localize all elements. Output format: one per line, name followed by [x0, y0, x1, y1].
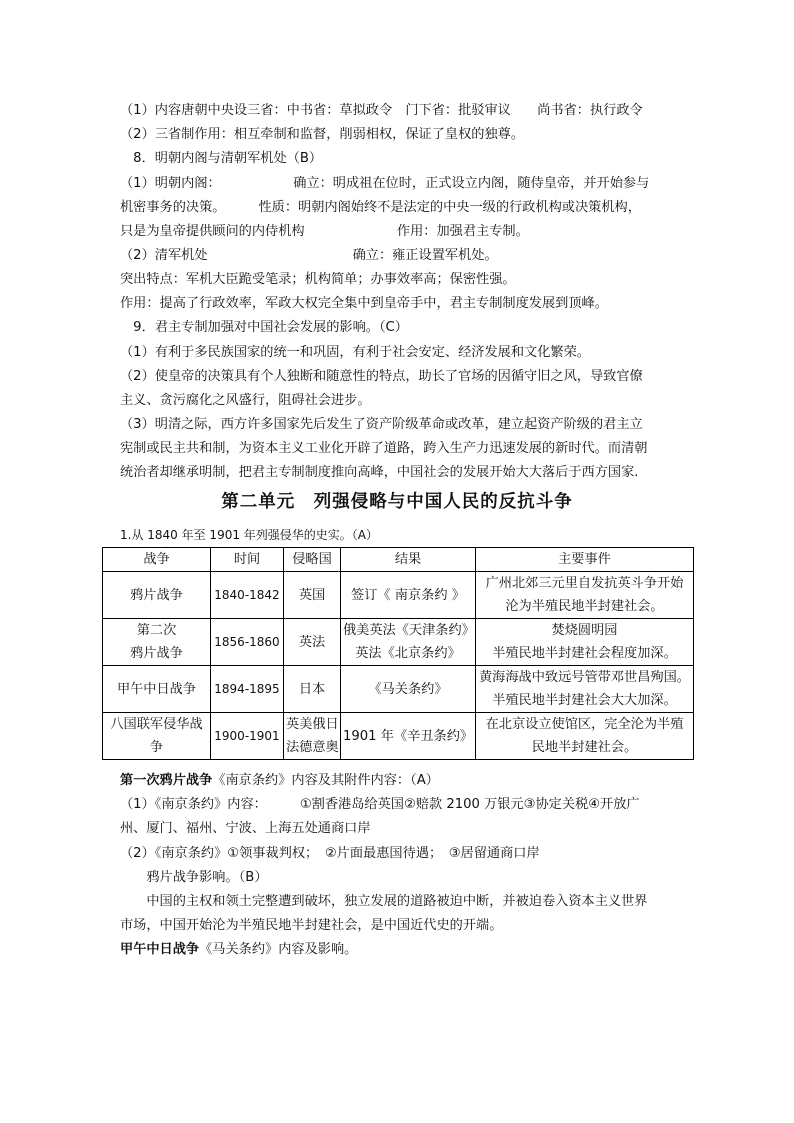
text-line: 作用：提高了行政效率，军政大权完全集中到皇帝手中，君主专制制度发展到顶峰。: [120, 296, 608, 311]
war-cell: [103, 666, 211, 713]
event-text: 焚烧圆明园: [551, 623, 618, 638]
time-cell: 1840-1842: [211, 572, 284, 619]
result-text: 英法《北京条约》: [355, 646, 461, 661]
table-row: [103, 619, 694, 666]
text-line: （2）清军机处 确立：雍正设置军机处。: [120, 248, 498, 263]
war-name: 争: [149, 740, 164, 755]
invader-cell: [284, 619, 341, 666]
text-line: 只是为皇帝提供顾问的内侍机构 作用：加强君主专制。: [120, 224, 529, 239]
war-name: 八国联军侵华战: [110, 717, 203, 732]
heading-bold: 甲午中日战争: [120, 942, 200, 957]
result-cell: [341, 572, 476, 619]
result-text: 《马关条约》: [368, 681, 448, 697]
text-line: 主义、贪污腐化之风盛行，阻碍社会进步。: [120, 393, 371, 408]
column-header-invader: 侵略国: [284, 548, 341, 572]
time-cell: 1856-1860: [211, 619, 284, 666]
text-line: 机密事务的决策。 性质：明朝内阁始终不是法定的中央一级的行政机构或决策机构，: [120, 200, 641, 215]
event-text: 半殖民地半封建社会大大加深。: [492, 693, 677, 708]
event-text: 在北京设立使馆区，完全沦为半殖: [485, 717, 684, 732]
time-cell: 1900-1901: [211, 713, 284, 760]
invader-cell: [284, 713, 341, 760]
column-header-result: 结果: [341, 548, 476, 572]
invader-name: 日本: [298, 681, 326, 697]
events-cell: [476, 666, 694, 713]
text-line: 8．明朝内阁与清朝军机处（B）: [120, 151, 323, 166]
heading-bold: 第一次鸦片战争: [120, 773, 213, 788]
result-text: 1901 年《辛丑条约》: [343, 728, 474, 744]
column-header-war: 战争: [103, 548, 211, 572]
text-line: （1）内容唐朝中央设三省：中书省：草拟政令 门下省：批驳审议 尚书省：执行政令: [120, 103, 643, 118]
events-cell: [476, 619, 694, 666]
event-text: 黄海海战中致远号管带邓世昌殉国。: [479, 670, 690, 685]
text-line: （2）使皇帝的决策具有个人独断和随意性的特点，助长了官场的因循守旧之风，导致官僚: [120, 369, 643, 384]
table-caption: 1.从 1840 年至 1901 年列强侵华的史实。（A）: [120, 528, 378, 542]
invader-name: 英美俄日: [286, 717, 339, 732]
text-line: （1）明朝内阁： 确立：明成祖在位时，正式设立内阁，随侍皇帝，并开始参与: [120, 176, 650, 191]
text-line: （3）明清之际，西方许多国家先后发生了资产阶级革命或改革，建立起资产阶级的君主立: [120, 417, 643, 432]
text-line: 中国的主权和领土完整遭到破坏，独立发展的道路被迫中断，并被迫卷入资本主义世界: [120, 894, 648, 909]
table-header-row: [103, 548, 694, 572]
event-text: 半殖民地半封建社会程度加深。: [492, 646, 677, 661]
war-name: 鸦片战争: [130, 587, 183, 603]
war-name: 第二次: [136, 623, 177, 638]
text-line: 宪制或民主共和制，为资本主义工业化开辟了道路，跨入生产力迅速发展的新时代。而清朝: [120, 441, 648, 456]
text-line: （1）有利于多民族国家的统一和巩固，有利于社会安定、经济发展和文化繁荣。: [120, 345, 590, 360]
text-line: （2）《南京条约》①领事裁判权； ②片面最惠国待遇； ③居留通商口岸: [120, 846, 540, 861]
events-cell: [476, 713, 694, 760]
section-heading: [120, 769, 680, 793]
war-cell: [103, 572, 211, 619]
result-text: 签订《 南京条约 》: [351, 587, 465, 603]
table-row: [103, 666, 694, 713]
table-row: [103, 713, 694, 760]
text-line: 突出特点：军机大臣跪受笔录；机构简单；办事效率高；保密性强。: [120, 272, 516, 287]
column-header-events: 主要事件: [476, 548, 694, 572]
history-table: [102, 547, 694, 760]
heading-rest: 《马关条约》内容及影响。: [199, 942, 358, 957]
result-cell: [341, 713, 476, 760]
text-line: （1）《南京条约》内容： ①割香港岛给英国②赔款 2100 万银元③协定关税④开放广: [120, 797, 640, 812]
text-line: （2）三省制作用：相互牵制和监督，削弱相权，保证了皇权的独尊。: [120, 127, 525, 142]
result-text: 俄美英法《天津条约》: [343, 623, 475, 638]
section-heading: [120, 938, 680, 962]
event-text: 民地半封建社会。: [531, 740, 638, 755]
war-cell: [103, 619, 211, 666]
text-line: 鸦片战争影响。（B）: [120, 870, 268, 885]
table-row: [103, 572, 694, 619]
text-line: 州、厦门、福州、宁波、上海五处通商口岸: [120, 821, 371, 836]
result-cell: [341, 619, 476, 666]
heading-rest: 《南京条约》内容及其附件内容：（A）: [212, 773, 439, 788]
text-line: 9．君主专制加强对中国社会发展的影响。（C）: [120, 320, 408, 335]
event-text: 沦为半殖民地半封建社会。: [505, 599, 664, 614]
war-cell: [103, 713, 211, 760]
invader-name: 法德意奥: [286, 740, 339, 755]
event-text: 广州北郊三元里自发抗英斗争开始: [485, 576, 684, 591]
result-cell: [341, 666, 476, 713]
war-name: 鸦片战争: [130, 646, 183, 661]
unit-title: 第二单元 列强侵略与中国人民的反抗斗争: [221, 492, 573, 512]
time-cell: 1894-1895: [211, 666, 284, 713]
events-cell: [476, 572, 694, 619]
invader-cell: [284, 572, 341, 619]
text-line: 统治者却继承明制，把君主专制制度推向高峰，中国社会的发展开始大大落后于西方国家.: [120, 465, 639, 480]
invader-name: 英国: [298, 587, 326, 603]
text-line: 市场，中国开始沦为半殖民地半封建社会，是中国近代史的开端。: [120, 918, 503, 933]
invader-name: 英法: [298, 634, 326, 650]
war-name: 甲午中日战争: [116, 681, 197, 697]
invader-cell: [284, 666, 341, 713]
column-header-time: 时间: [211, 548, 284, 572]
